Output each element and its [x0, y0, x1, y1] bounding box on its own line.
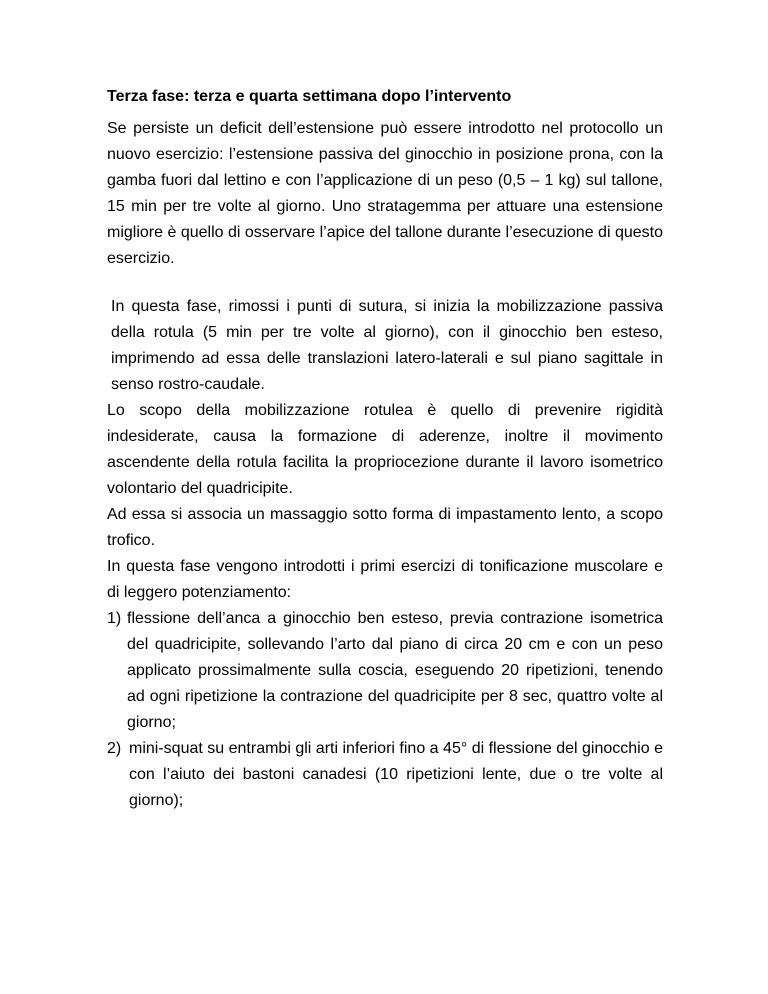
list-item-text: mini-squat su entrambi gli arti inferiori fino a 45° di flessione del ginocchio e con l’aiuto dei bastoni canadesi (10 ripetizioni lente, due o tre volte al giorno);: [129, 740, 663, 809]
list-item-number: 2): [107, 740, 122, 757]
list-item-number: 1): [107, 610, 122, 627]
list-item-text: flessione dell’anca a ginocchio ben esteso, previa contrazione isometrica del quadricipite, sollevando l’arto dal piano di circa 20 cm e con un peso applicato prossimalmente sulla coscia, eseguendo 20 ripetizioni, tenendo ad ogni ripetizione la contrazione del quadricipite per 8 sec, quattro volte al giorno;: [127, 610, 663, 731]
section-title: Terza fase: terza e quarta settimana dopo l’intervento: [107, 88, 512, 105]
paragraph-massage: Ad essa si associa un massaggio sotto forma di impastamento lento, a scopo trofico.: [107, 506, 663, 549]
document-page: [107, 86, 663, 814]
paragraph-patella-mobilization: In questa fase, rimossi i punti di sutura, si inizia la mobilizzazione passiva della rotula (5 min per tre volte al giorno), con il ginocchio ben esteso, imprimendo ad essa delle translazioni latero-laterali e sul piano sagittale in senso rostro-caudale.: [111, 298, 663, 393]
paragraph-exercises-intro: In questa fase vengono introdotti i primi esercizi di tonificazione muscolare e di leggero potenziamento:: [107, 558, 663, 601]
list-item: [107, 736, 663, 814]
paragraph-extension-deficit: Se persiste un deficit dell’estensione può essere introdotto nel protocollo un nuovo esercizio: l’estensione passiva del ginocchio in posizione prona, con la gamba fuori dal lettino e con l’applicazione di un peso (0,5 – 1 kg) sul tallone, 15 min per tre volte al giorno. Uno stratagemma per attuare una estensione migliore è quello di osservare l’apice del tallone durante l’esecuzione di questo esercizio.: [107, 120, 663, 267]
paragraph-mobilization-purpose: Lo scopo della mobilizzazione rotulea è quello di prevenire rigidità indesiderate, causa la formazione di aderenze, inoltre il movimento ascendente della rotula facilita la propriocezione durante il lavoro isometrico volontario del quadricipite.: [107, 402, 663, 497]
paragraph-gap: [107, 272, 663, 294]
list-item: [107, 606, 663, 736]
